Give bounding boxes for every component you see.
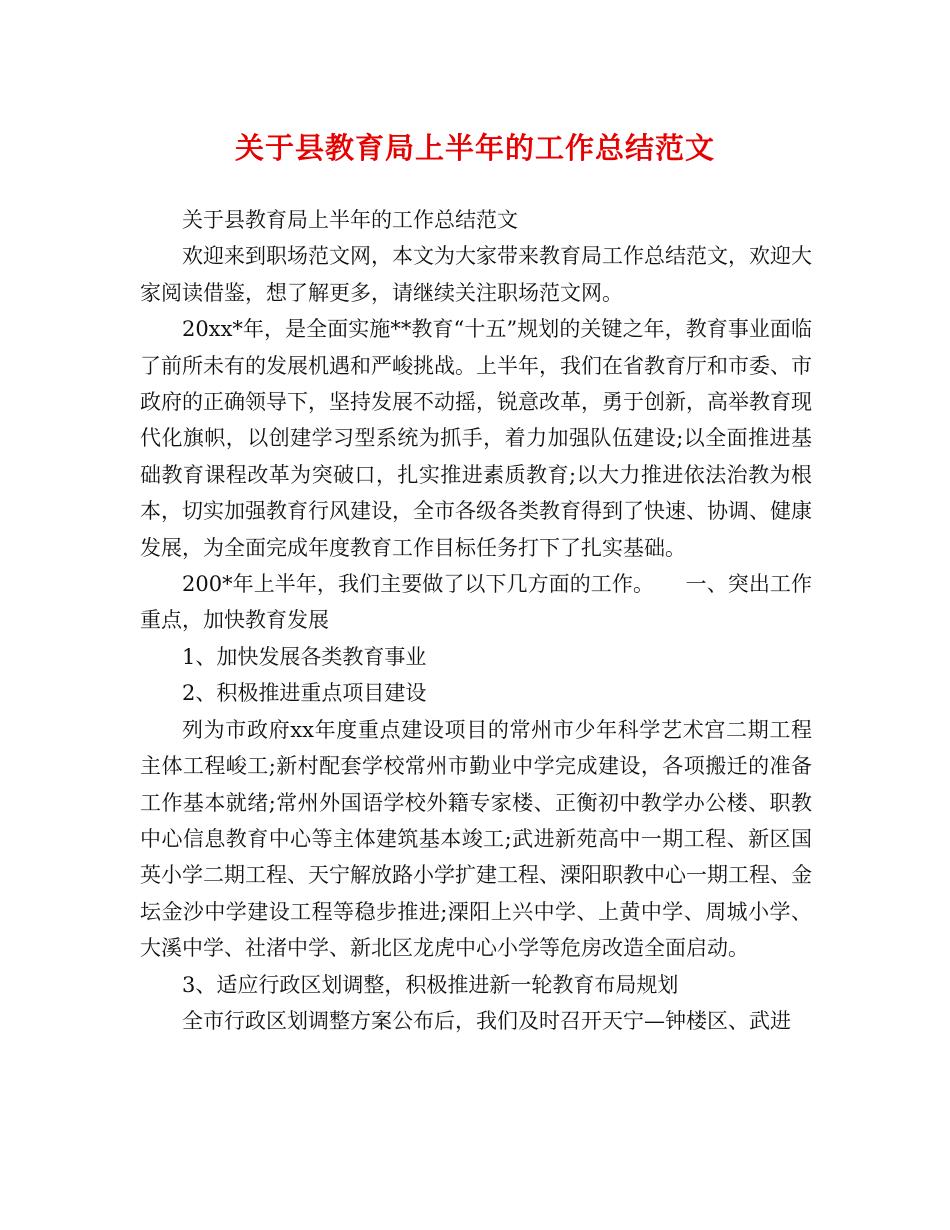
document-title: 关于县教育局上半年的工作总结范文 (234, 131, 715, 165)
paragraph-projects: 列为市政府xx年度重点建设项目的常州市少年科学艺术宫二期工程主体工程峻工;新村配套学校常州市勤业中学完成建设，各项搬迁的准备工作基本就绪;常州外国语学校外籍专家楼、正衡初中教学办公楼、职教中心信息教育中心等主体建筑基本竣工;武进新苑高中一期工程、新区国英小学二期工程、天宁解放路小学扩建工程、溧阳职教中心一期工程、金坛金沙中学建设工程等稳步推进;溧阳上兴中学、上黄中学、周城小学、大溪中学、社渚中学、新北区龙虎中心小学等危房改造全面启动。 (140, 717, 812, 961)
paragraph-intro: 欢迎来到职场范文网，本文为大家带来教育局工作总结范文，欢迎大家阅读借鉴，想了解更多，请继续关注职场范文网。 (140, 244, 812, 305)
paragraph-region-adjust: 全市行政区划调整方案公布后，我们及时召开天宁—钟楼区、武进 (182, 1008, 791, 1033)
paragraph-heading-repeat: 关于县教育局上半年的工作总结范文 (182, 208, 518, 232)
paragraph-work-summary: 200*年上半年，我们主要做了以下几方面的工作。 一、突出工作重点，加快教育发展 (140, 572, 812, 633)
paragraph-item-3: 3、适应行政区划调整，积极推进新一轮教育布局规划 (182, 972, 679, 997)
paragraph-overview: 20xx*年，是全面实施**教育“十五”规划的关键之年，教育事业面临了前所未有的发展机遇和严峻挑战。上半年，我们在省教育厅和市委、市政府的正确领导下，坚持发展不动摇，锐意改革，勇于创新，高举教育现代化旗帜，以创建学习型系统为抓手，着力加强队伍建设;以全面推进基础教育课程改革为突破口，扎实推进素质教育;以大力推进依法治教为根本，切实加强教育行风建设，全市各级各类教育得到了快速、协调、健康发展，为全面完成年度教育工作目标任务打下了扎实基础。 (140, 317, 812, 560)
paragraph-item-1: 1、加快发展各类教育事业 (182, 644, 427, 669)
paragraph-item-2: 2、积极推进重点项目建设 (182, 681, 427, 706)
document-body (140, 202, 812, 1039)
